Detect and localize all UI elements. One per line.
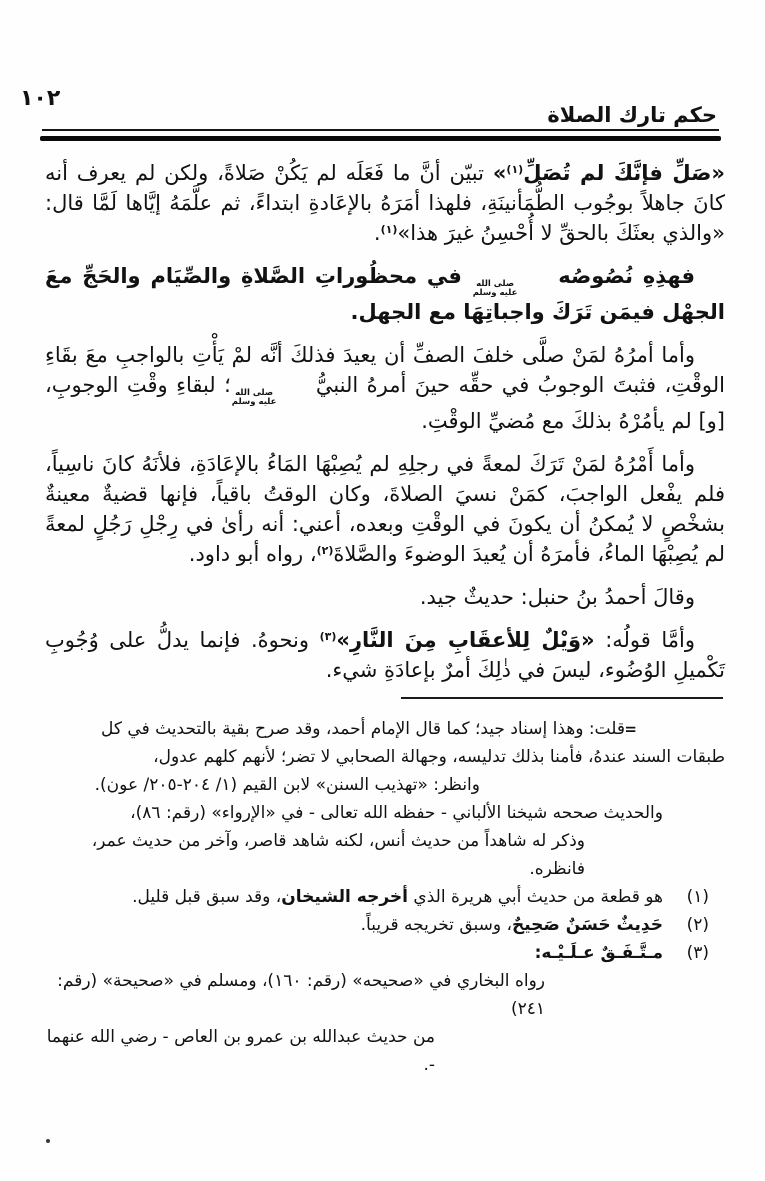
paragraph-4-text-a: وأما أَمْرُهُ لمَنْ تَرَكَ لمعةً في رجلِهِ لم يُصِبْهَا المَاءُ بالإعَادَةِ، فلأنَهُ كانَ ناسِياً، فلم يفْعل الواجبَ، كمَنْ نسيَ الصلاةَ، وكان الوقتُ باقياً، فإنها قضيةٌ معينةٌ بشخْصٍ لا يُمكنُ أن يكونَ في الوقْتِ وبعده، أعني: أنه رأىٰ في رِجْلِ رَجُلٍ لمعةً لم يُصِبْهَا الماءُ، فأمرَهُ أن يُعيدَ الوضوءَ والصَّلاةَ	[45, 452, 725, 566]
paragraph-4	[45, 449, 725, 569]
footnote-3-text	[45, 939, 663, 967]
footnote-1-text-b: ، وقد سبق قبل قليل.	[132, 887, 282, 907]
footnote-3-takhrij: رواه البخاري في «صحيحه» (رقم: ١٦٠)، ومسلم في «صحيحة» (رقم: ٢٤١)	[57, 971, 545, 1019]
paragraph-3-text-b: ؛ لبقاءِ وقْتِ الوجوبِ، [و] لم يأمُرْهُ بذلكَ مع مُضيِّ الوقْتِ.	[45, 373, 725, 433]
running-head-title: حكم تارك الصلاة	[547, 103, 717, 127]
footnote-1	[45, 883, 709, 911]
footnote-3-narrator: من حديث عبدالله بن عمرو بن العاص - رضي الله عنهما -.	[46, 1027, 435, 1075]
paragraph-2-text-b: في محظُوراتِ الصَّلاةِ والصِّيَام والحَجِّ معَ الجهْل فيمَن تَرَكَ واجباتِهَا مع الجهل.	[45, 264, 725, 324]
footnote-3-number: (٣)	[686, 943, 709, 963]
paragraph-5	[45, 582, 725, 612]
honorific-bottom: عليه وسلم	[231, 396, 277, 407]
footnote-continuation-line-1	[45, 715, 637, 743]
footnote-cont2-text-2: وذكر له شاهداً من حديث أنس، لكنه شاهد قاصر، وآخر من حديث عمر، فانظره.	[91, 831, 585, 879]
footnote-3-bold: مـتَّـفَـقٌ عـلَـيْـه:	[534, 943, 663, 963]
footnote-1-bold: أخرجه الشيخان	[281, 887, 409, 907]
paragraph-1-text: تبيّن أنَّ ما فَعَلَه لم يَكُنْ صَلاةً، ولكن لم يعرف أنه كانَ جاهلاً بوجُوب الطُّمَأنينَةِ، فلهذا أمَرَهُ بالإعَادةِ ابتداءً، ثم علَّمَهُ إيَّاها لَمَّا قال: «والذي بعثَكَ بالحقِّ لا أُحْسِنُ غيرَ هذا»	[45, 161, 725, 245]
footnote-2-text	[45, 911, 663, 939]
paragraph-1-end: .	[373, 221, 381, 245]
footnote-continuation-line-2	[45, 743, 725, 771]
footnote-2	[45, 911, 709, 939]
footnote-2-number: (٢)	[686, 915, 709, 935]
paragraph-6-text-a: وأمَّا قولُه:	[594, 628, 696, 652]
footnote-1-number: (١)	[686, 887, 709, 907]
scan-artifact-dot	[46, 1139, 50, 1143]
continuation-equals-mark: =	[624, 720, 637, 738]
hadith-quote-close: »	[492, 161, 507, 185]
footnotes-section	[0, 699, 765, 1079]
paragraph-2-text-a: فهذِهِ نُصُوصُه	[548, 264, 695, 288]
main-text	[0, 141, 765, 685]
footnote-ref-3: (٣)	[319, 630, 337, 643]
footnote-cont1-text-3: وانظر: «تهذيب السنن» لابن القيم (١/ ٢٠٤-٢٠٥/ عون).	[94, 775, 480, 795]
paragraph-3-text-a: وأما أمرُهُ لمَنْ صلَّى خلفَ الصفِّ أن يعيدَ فذلكَ أنَّه لمْ يَأْتِ بالواجبِ معَ بقَاءِ الوقْتِ، فثبتَ الوجوبُ في حقِّه حينَ أمرهُ النبيُّ	[45, 343, 726, 397]
paragraph-6	[45, 625, 725, 685]
honorific-top: صلى الله	[476, 279, 515, 289]
footnote-2-text-a: ، وسبق تخريجه قريباً.	[360, 915, 512, 935]
footnote-ref-1: (١)	[506, 163, 524, 176]
footnote-cont1-text: قلت: وهذا إسناد جيد؛ كما قال الإمام أحمد، وقد صرح بقية بالتحديث في كل	[101, 719, 625, 739]
footnote-3	[45, 939, 709, 967]
footnote-ref-2: (٢)	[316, 544, 334, 557]
paragraph-2	[45, 261, 725, 327]
footnote-cont2-text: والحديث صححه شيخنا الألباني - حفظه الله تعالى - في «الإرواء» (رقم: ٨٦)،	[130, 803, 663, 823]
hadith-quote-2: «وَيْلٌ لِلأعقَابِ مِنَ النَّارِ»	[336, 628, 595, 652]
footnote-2-bold: حَدِيثٌ حَسَنٌ صَحِيحٌ	[511, 915, 663, 935]
footnote-1-text-a: هو قطعة من حديث أبي هريرة الذي	[408, 887, 663, 907]
sallallahu-alayhi-wasallam-symbol	[472, 280, 549, 297]
honorific-top: صلى الله	[235, 388, 274, 398]
honorific-bottom: عليه وسلم	[472, 287, 518, 298]
header-rule-thin	[42, 129, 719, 131]
paragraph-3	[45, 340, 725, 436]
paragraph-5-text: وقالَ أحمدُ بنُ حنبل: حديثٌ جيد.	[419, 585, 695, 609]
paragraph-6-text-b: ونحوهُ. فإنما يدلُّ على وُجُوبِ تَكْميلِ الوُضُوء، ليسَ في ذٰلِكَ أمرٌ بإعادَةِ شيء.	[45, 628, 725, 682]
footnote-continuation-line-3	[45, 771, 480, 799]
footnote-albani-line-2	[45, 827, 585, 883]
paragraph-1	[45, 158, 725, 248]
page-number: ١٠٢	[20, 86, 61, 111]
footnote-ref-1b: (١)	[380, 223, 398, 236]
footnote-1-text	[45, 883, 663, 911]
page-header	[0, 0, 765, 127]
footnote-albani-line-1	[45, 799, 663, 827]
footnote-cont1-text-2: طبقات السند عندهُ، فأمنا بذلك تدليسه، وجهالة الصحابي لا تضر؛ لأنهم كلهم عدول،	[153, 747, 725, 767]
paragraph-4-text-b: ، رواه أبو داود.	[188, 542, 317, 566]
sallallahu-alayhi-wasallam-symbol	[231, 389, 308, 406]
hadith-quote: «صَلِّ فإنَّكَ لم تُصَلِّ	[523, 161, 725, 185]
footnote-3-line-2	[45, 1023, 435, 1079]
footnote-3-line-1	[45, 967, 545, 1023]
